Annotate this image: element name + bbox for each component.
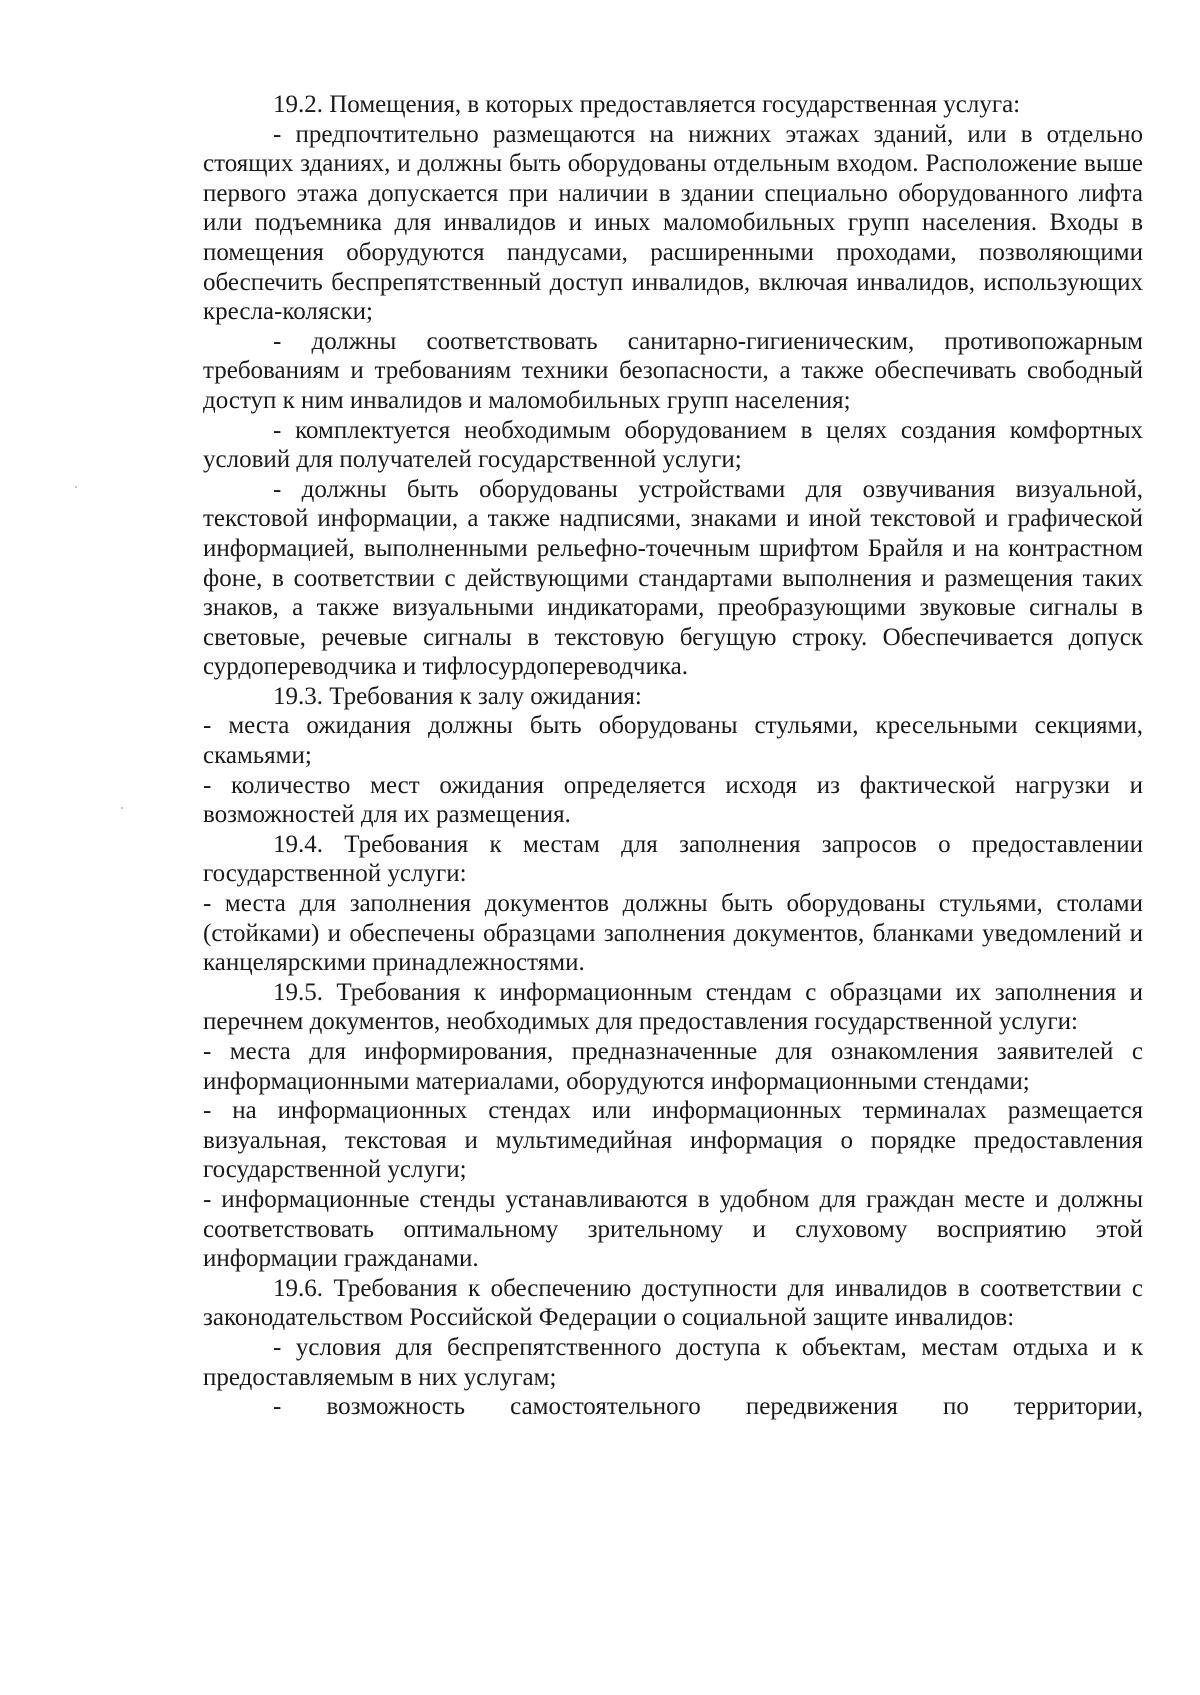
paragraph-access-conditions: - условия для беспрепятственного доступа к объектам, местам отдыха и к предоставляемым в них услугам; — [203, 1333, 1143, 1391]
paragraph-19-6-heading: 19.6. Требования к обеспечению доступности для инвалидов в соответствии с законодательством Российской Федерации о социальной защите инвалидов: — [203, 1274, 1143, 1332]
paragraph-sanitary-requirements: - должны соответствовать санитарно-гигиеническим, противопожарным требованиям и требованиям техники безопасности, а также обеспечивать свободный доступ к ним инвалидов и маломобильных групп населения; — [203, 327, 1143, 414]
paragraph-equipment: - комплектуется необходимым оборудованием в целях создания комфортных условий для получателей государственной услуги; — [203, 416, 1143, 474]
paragraph-placement-requirements: - предпочтительно размещаются на нижних этажах зданий, или в отдельно стоящих зданиях, и должны быть оборудованы отдельным входом. Расположение выше первого этажа допускается при наличии в здании специально оборудованного лифта или подъемника для инвалидов и иных маломобильных групп населения. Входы в помещения оборудуются пандусами, расширенными проходами, позволяющими обеспечить беспрепятственный доступ инвалидов, включая инвалидов, использующих кресла-коляски; — [203, 120, 1143, 326]
paragraph-19-3-heading: 19.3. Требования к залу ожидания: — [273, 682, 642, 710]
paragraph-19-4-heading: 19.4. Требования к местам для заполнения запросов о предоставлении государственной услуги: — [203, 830, 1143, 888]
scan-speck — [121, 807, 123, 809]
scan-speck — [75, 486, 77, 488]
paragraph-stand-placement: - информационные стенды устанавливаются в удобном для граждан месте и должны соответствовать оптимальному зрительному и слуховому восприятию этой информации гражданами. — [203, 1185, 1143, 1273]
paragraph-waiting-count: - количество мест ожидания определяется исходя из фактической нагрузки и возможностей для их размещения. — [203, 771, 1143, 829]
paragraph-accessibility-devices: - должны быть оборудованы устройствами для озвучивания визуальной, текстовой информации, а также надписями, знаками и иной текстовой и графической информацией, выполненными рельефно-точечным шрифтом Брайля и на контрастном фоне, в соответствии с действующими стандартами выполнения и размещения таких знаков, а также визуальными индикаторами, преобразующими звуковые сигналы в световые, речевые сигналы в текстовую бегущую строку. Обеспечивается допуск сурдопереводчика и тифлосурдопереводчика. — [203, 475, 1143, 681]
paragraph-waiting-seats: - места ожидания должны быть оборудованы стульями, кресельными секциями, скамьями; — [203, 712, 1143, 770]
paragraph-independent-movement: - возможность самостоятельного передвижения по территории, — [273, 1393, 1143, 1421]
paragraph-information-places: - места для информирования, предназначенные для ознакомления заявителей с информационными материалами, оборудуются информационными стендами; — [203, 1038, 1143, 1095]
paragraph-19-2-heading: 19.2. Помещения, в которых предоставляется государственная услуга: — [273, 91, 1021, 118]
paragraph-information-terminals: - на информационных стендах или информационных терминалах размещается визуальная, текстовая и мультимедийная информация о порядке предоставления государственной услуги; — [203, 1097, 1143, 1184]
document-body — [203, 90, 1143, 1422]
paragraph-form-filling-places: - места для заполнения документов должны быть оборудованы стульями, столами (стойками) и обеспечены образцами заполнения документов, бланками уведомлений и канцелярскими принадлежностями. — [203, 890, 1143, 977]
paragraph-19-5-heading: 19.5. Требования к информационным стендам с образцами их заполнения и перечнем документов, необходимых для предоставления государственной услуги: — [203, 978, 1143, 1036]
